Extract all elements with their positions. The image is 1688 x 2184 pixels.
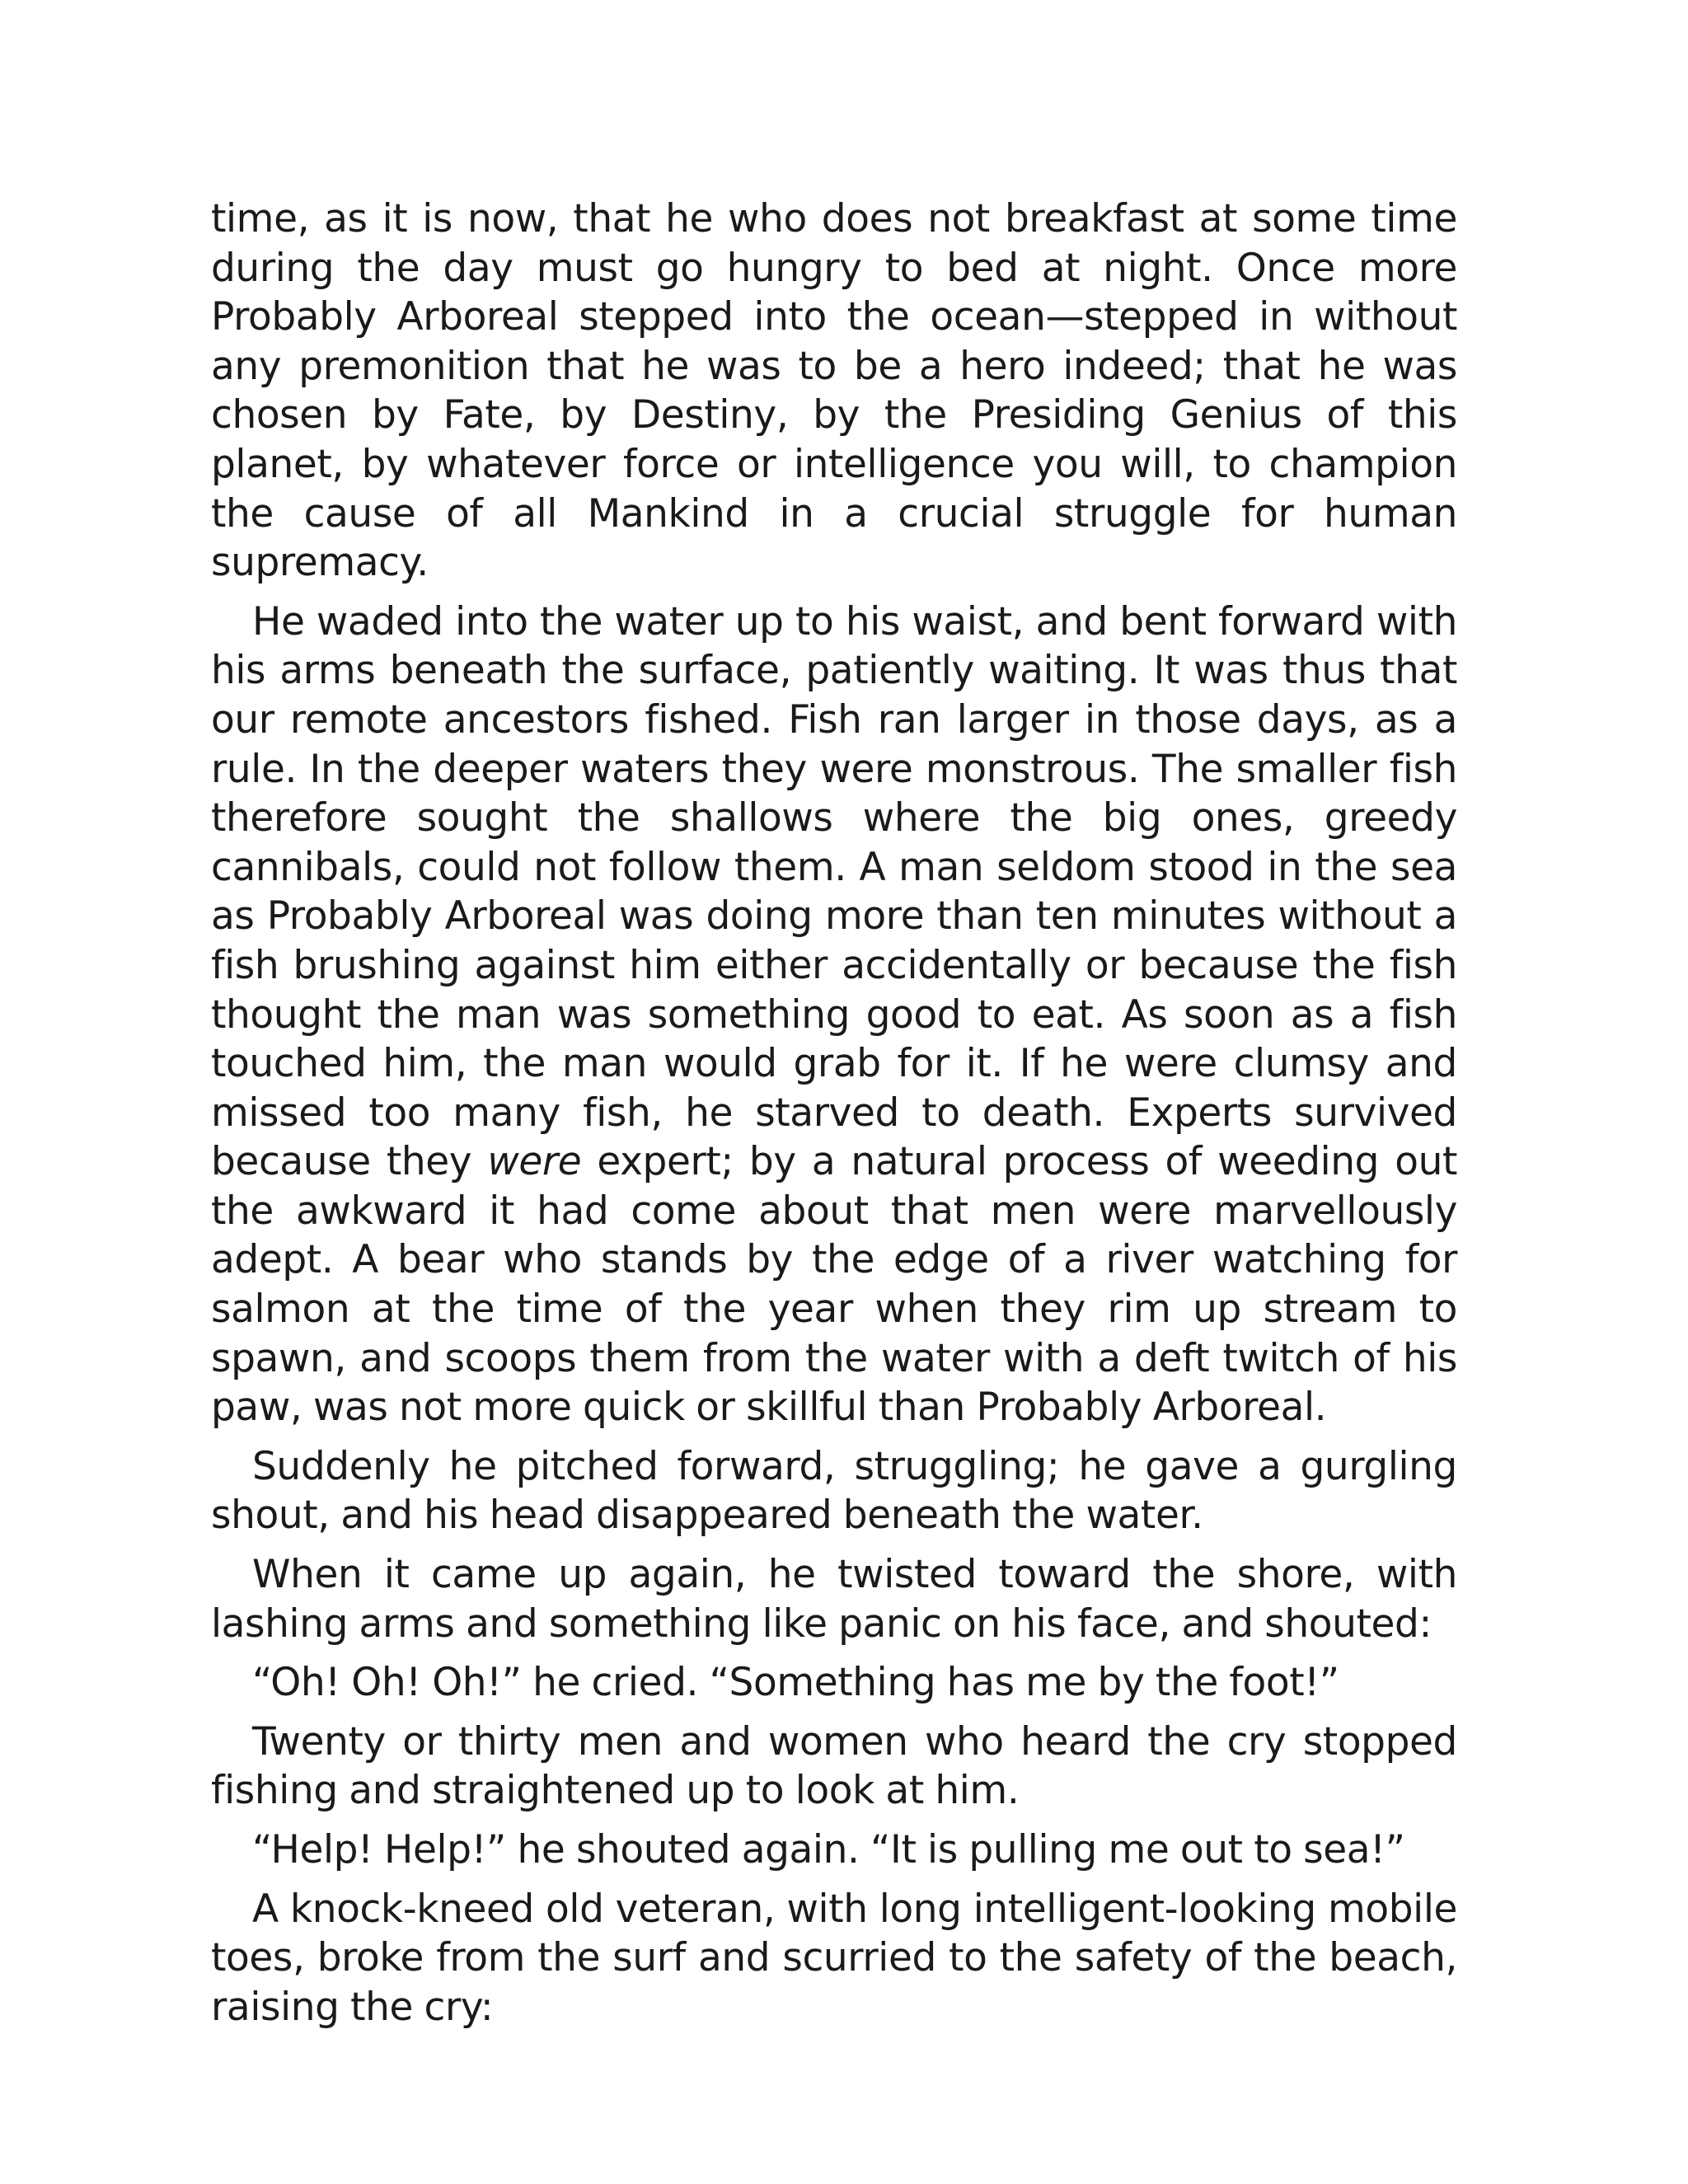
paragraph-3	[211, 1442, 1457, 1540]
paragraph-7-text: “Help! Help!” he shouted again. “It is pulling me out to sea!”	[252, 1827, 1405, 1872]
paragraph-6-text: Twenty or thirty men and women who heard the cry stopped fishing and straightened up to look at him.	[211, 1718, 1457, 1814]
paragraph-7	[211, 1825, 1457, 1875]
paragraph-8	[211, 1885, 1457, 2032]
paragraph-4	[211, 1550, 1457, 1648]
paragraph-2	[211, 598, 1457, 1432]
paragraph-1-text: time, as it is now, that he who does not breakfast at some time during the day must go hungry to bed at night. Once more Probably Arboreal stepped into the ocean—stepped in without any premonition that he was to be a hero indeed; that he was chosen by Fate, by Destiny, by the Presiding Genius of this planet, by whatever force or intelligence you will, to champion the cause of all Mankind in a crucial struggle for human supremacy.	[211, 196, 1457, 586]
page-body	[211, 194, 1457, 2041]
paragraph-5	[211, 1658, 1457, 1708]
paragraph-5-text: “Oh! Oh! Oh!” he cried. “Something has me by the foot!”	[252, 1660, 1339, 1706]
paragraph-2-italic-word: were	[487, 1139, 582, 1185]
paragraph-2-text-b: expert; by a natural process of weeding out the awkward it had come about that men were marvellously adept. A bear who stands by the edge of a river watching for salmon at the time of the year when they rim up stream to spawn, and scoops them from the water with a deft twitch of his paw, was not more quick or skillful than Probably Arboreal.	[211, 1139, 1457, 1431]
paragraph-3-text: Suddenly he pitched forward, struggling; he gave a gurgling shout, and his head disappeared beneath the water.	[211, 1443, 1457, 1539]
paragraph-1	[211, 194, 1457, 588]
paragraph-4-text: When it came up again, he twisted toward the shore, with lashing arms and something like panic on his face, and shouted:	[211, 1552, 1457, 1647]
paragraph-8-text: A knock-kneed old veteran, with long intelligent-looking mobile toes, broke from the surf and scurried to the safety of the beach, raising the cry:	[211, 1886, 1457, 2030]
paragraph-2-text-a: He waded into the water up to his waist, and bent forward with his arms beneath the surface, patiently waiting. It was thus that our remote ancestors fished. Fish ran larger in those days, as a rule. In the deeper waters they were monstrous. The smaller fish therefore sought the shallows where the big ones, greedy cannibals, could not follow them. A man seldom stood in the sea as Probably Arboreal was doing more than ten minutes without a fish brushing against him either accidentally or because the fish thought the man was something good to eat. As soon as a fish touched him, the man would grab for it. If he were clumsy and missed too many fish, he starved to death. Experts survived because they	[211, 598, 1457, 1185]
paragraph-6	[211, 1718, 1457, 1816]
